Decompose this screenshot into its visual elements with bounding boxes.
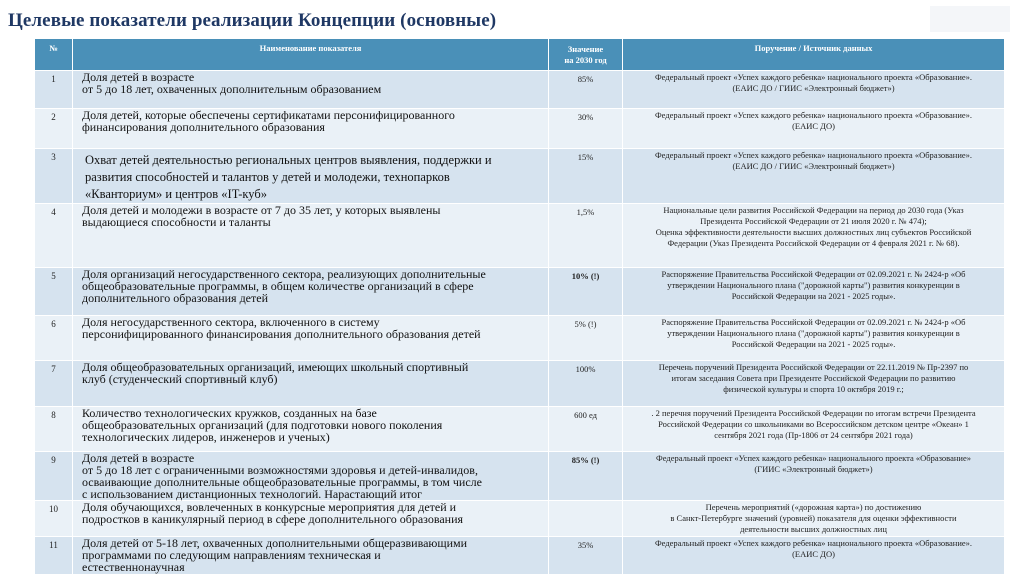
header-target-value <box>549 39 623 71</box>
source-reference: Распоряжение Правительства Российской Федерации от 02.09.2021 г. № 2424-р «Об утверждении Национального плана ("дорожной карты") развития конкуренции в Российской Федерации на 2021 - 2025 годы». <box>623 268 1005 316</box>
page-title: Целевые показатели реализации Концепции (основные) <box>8 10 497 31</box>
source-reference: Перечень мероприятий («дорожная карта») по достижению в Санкт-Петербурге значений (уровней) показателя для оценки эффективности деятельности высших должностных лиц <box>623 501 1005 537</box>
target-value <box>549 501 623 537</box>
row-number: 8 <box>35 407 73 452</box>
indicator-name: Доля обучающихся, вовлеченных в конкурсные мероприятия для детей и подростков в каникулярный период в сфере дополнительного образования <box>73 501 549 537</box>
source-reference: Распоряжение Правительства Российской Федерации от 02.09.2021 г. № 2424-р «Об утверждении Национального плана ("дорожной карты") развития конкуренции в Российской Федерации на 2021 - 2025 годы». <box>623 316 1005 361</box>
table-row <box>35 407 1005 452</box>
source-reference: Федеральный проект «Успех каждого ребенка» национального проекта «Образование». (ЕАИС ДО) <box>623 537 1005 575</box>
target-value: 600 ед <box>549 407 623 452</box>
source-reference: Федеральный проект «Успех каждого ребенка» национального проекта «Образование» (ГИИС «Электронный бюджет») <box>623 452 1005 501</box>
target-value: 1,5% <box>549 204 623 268</box>
target-value: 30% <box>549 109 623 149</box>
table-row <box>35 361 1005 407</box>
target-value: 10% (!) <box>549 268 623 316</box>
indicator-name: Доля организаций негосударственного сектора, реализующих дополнительные общеобразовательные программы, в общем количестве организаций в сфере дополнительного образования детей <box>73 268 549 316</box>
target-value: 15% <box>549 149 623 204</box>
row-number: 1 <box>35 71 73 109</box>
source-reference: Перечень поручений Президента Российской Федерации от 22.11.2019 № Пр-2397 по итогам заседания Совета при Президенте Российской Федерации по развитию физической культуры и спорта 10 октября 2019 г.; <box>623 361 1005 407</box>
logo-placeholder <box>930 6 1010 32</box>
row-number: 9 <box>35 452 73 501</box>
target-value: 5% (!) <box>549 316 623 361</box>
indicator-name: Доля общеобразовательных организаций, имеющих школьный спортивный клуб (студенческий спортивный клуб) <box>73 361 549 407</box>
indicator-name: Доля детей, которые обеспечены сертификатами персонифицированного финансирования дополнительного образования <box>73 109 549 149</box>
source-reference: Федеральный проект «Успех каждого ребенка» национального проекта «Образование». (ЕАИС ДО / ГИИС «Электронный бюджет») <box>623 71 1005 109</box>
table-row <box>35 537 1005 575</box>
row-number: 2 <box>35 109 73 149</box>
source-reference: Федеральный проект «Успех каждого ребенка» национального проекта «Образование». (ЕАИС ДО) <box>623 109 1005 149</box>
indicator-name: Доля детей в возрасте от 5 до 18 лет с ограниченными возможностями здоровья и детей-инвалидов, осваивающие дополнительные общеобразовательные программы, в том числе с использованием дистанционных технологий. Нарастающий итог <box>73 452 549 501</box>
row-number: 10 <box>35 501 73 537</box>
indicator-name: Доля детей в возрасте от 5 до 18 лет, охваченных дополнительным образованием <box>73 71 549 109</box>
table-row <box>35 109 1005 149</box>
indicator-name: Количество технологических кружков, созданных на базе общеобразовательных организаций (для подготовки нового поколения технологических лидеров, инженеров и ученых) <box>73 407 549 452</box>
row-number: 7 <box>35 361 73 407</box>
indicator-name: Доля детей от 5-18 лет, охваченных дополнительными общеразвивающими программами по следующим направлениям техническая и естественнонаучная <box>73 537 549 575</box>
row-number: 5 <box>35 268 73 316</box>
target-value: 85% (!) <box>549 452 623 501</box>
target-value: 85% <box>549 71 623 109</box>
table-row <box>35 501 1005 537</box>
source-reference: Национальные цели развития Российской Федерации на период до 2030 года (Указ Президента Российской Федерации от 21 июля 2020 г. № 474); Оценка эффективности деятельности высших должностных лиц субъектов Российской Федерации (Указ Президента Российской Федерации от 4 февраля 2021 г. № 68). <box>623 204 1005 268</box>
target-value: 100% <box>549 361 623 407</box>
row-number: 3 <box>35 149 73 204</box>
table-row <box>35 204 1005 268</box>
indicators-table <box>34 38 1005 575</box>
source-reference: Федеральный проект «Успех каждого ребенка» национального проекта «Образование». (ЕАИС ДО / ГИИС «Электронный бюджет») <box>623 149 1005 204</box>
header-indicator-name: Наименование показателя <box>73 39 549 71</box>
target-value: 35% <box>549 537 623 575</box>
table-row <box>35 452 1005 501</box>
header-value-line2: на 2030 год <box>564 54 607 65</box>
indicator-name: Доля детей и молодежи в возрасте от 7 до 35 лет, у которых выявлены выдающиеся способности и таланты <box>73 204 549 268</box>
table-row <box>35 268 1005 316</box>
table-row <box>35 316 1005 361</box>
row-number: 4 <box>35 204 73 268</box>
row-number: 11 <box>35 537 73 575</box>
indicator-name: Охват детей деятельностью региональных центров выявления, поддержки и развития способностей и талантов у детей и молодежи, технопарков «Кванториум» и центров «IT-куб» <box>73 149 549 204</box>
header-number: № <box>35 39 73 71</box>
source-reference: . 2 перечня поручений Президента Российской Федерации по итогам встречи Президента Российской Федерации со школьниками во Всероссийском детском центре «Океан» 1 сентября 2021 года (Пр-1806 от 24 сентября 2021 года) <box>623 407 1005 452</box>
table-row <box>35 149 1005 204</box>
indicator-name: Доля негосударственного сектора, включенного в систему персонифицированного финансирования дополнительного образования детей <box>73 316 549 361</box>
header-value-line1: Значение <box>567 43 604 54</box>
row-number: 6 <box>35 316 73 361</box>
header-source: Поручение / Источник данных <box>623 39 1005 71</box>
table-row <box>35 71 1005 109</box>
table-header-row <box>35 39 1005 71</box>
